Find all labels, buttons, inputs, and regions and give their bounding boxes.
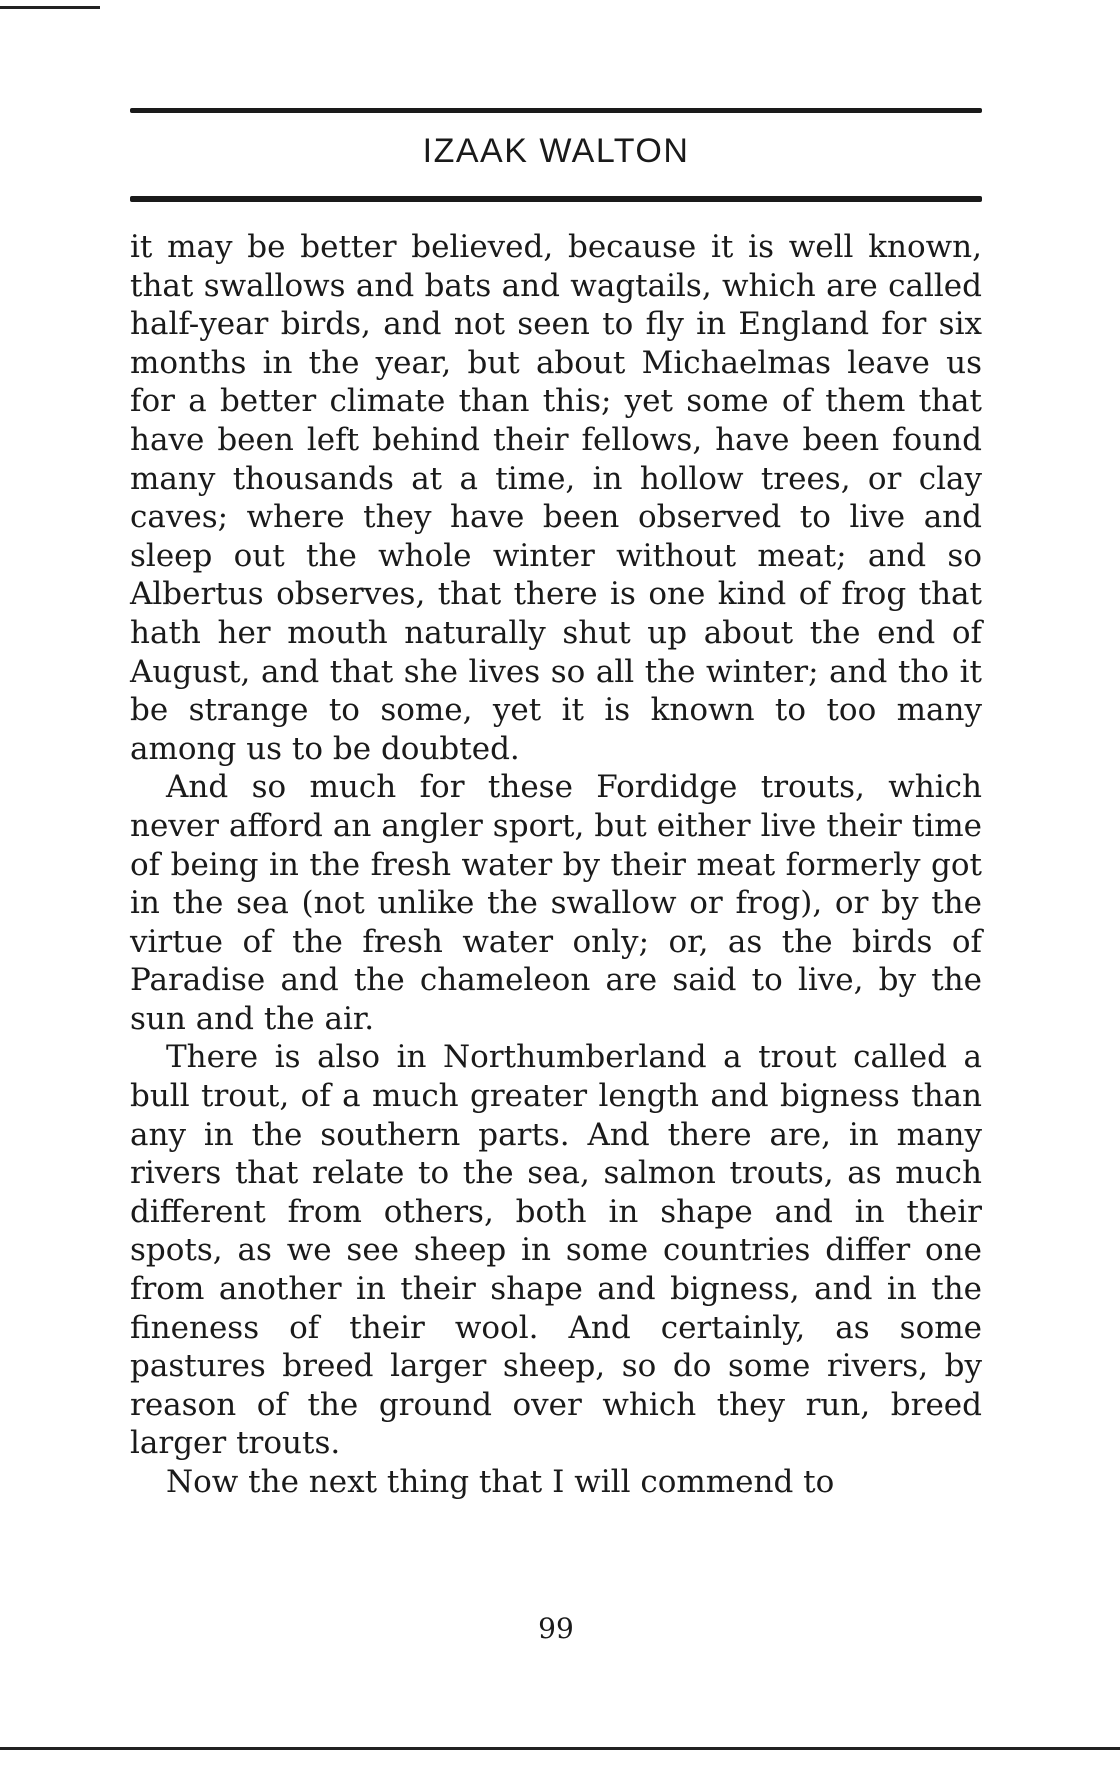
paragraph: And so much for these Fordidge trouts, which never afford an angler sport, but either live their time of being in the fresh water by their meat formerly got in the sea (not unlike the swallow or frog), or by the virtue of the fresh water only; or, as the birds of Paradise and the chameleon are said to live, by the sun and the air. xyxy=(130,769,982,1037)
paragraph: it may be better believed, because it is well known, that swallows and bats and wagtails, which are called half-year birds, and not seen to fly in England for six months in the year, but about Michaelmas leave us for a better climate than this; yet some of them that have been left behind their fellows, have been found many thousands at a time, in hollow trees, or clay caves; where they have been observed to live and sleep out the whole winter without meat; and so Albertus observes, that there is one kind of frog that hath her mouth naturally shut up about the end of August, and that she lives so all the winter; and tho it be strange to some, yet it is known to too many among us to be doubted. xyxy=(130,229,982,767)
paragraph: Now the next thing that I will commend to xyxy=(166,1464,835,1500)
header-rule-top xyxy=(130,108,982,113)
body-text xyxy=(130,228,982,1502)
page-number: 99 xyxy=(538,1612,574,1645)
header-rule-bottom xyxy=(130,196,982,202)
paragraph: There is also in Northumberland a trout called a bull trout, of a much greater length and bigness than any in the southern parts. And there are, in many rivers that relate to the sea, salmon trouts, as much different from others, both in shape and in their spots, as we see sheep in some countries differ one from another in their shape and bigness, and in the fineness of their wool. And certainly, as some pastures breed larger sheep, so do some rivers, by reason of the ground over which they run, breed larger trouts. xyxy=(130,1039,982,1462)
scan-bottom-edge xyxy=(0,1747,1120,1750)
scan-edge-mark xyxy=(0,6,100,9)
running-head: IZAAK WALTON xyxy=(422,132,690,170)
